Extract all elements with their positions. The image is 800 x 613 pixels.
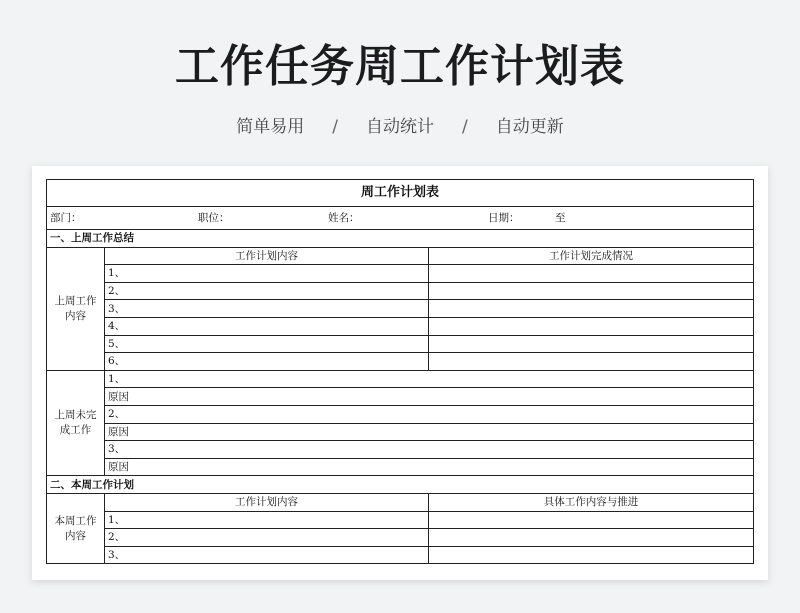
column-header: 具体工作内容与推进 [429,493,754,511]
section-heading: 二、本周工作计划 [47,476,754,494]
feature-tagline [0,112,800,137]
row-number: 3、 [105,546,429,564]
unfinished-reason: 原因 [105,423,754,441]
table-row [47,546,754,564]
table-row [47,317,754,335]
separator: / [462,117,468,137]
unfinished-reason: 原因 [105,388,754,406]
table-row [47,441,754,459]
table-row [47,353,754,371]
table-row [47,230,754,248]
feature-auto-stats: 自动统计 [366,117,434,137]
row-number: 4、 [105,317,429,335]
feature-auto-update: 自动更新 [495,117,564,137]
department-label: 部门： [50,212,82,224]
table-row [47,207,754,230]
form-title: 周工作计划表 [47,180,754,207]
table-row [47,335,754,353]
unfinished-item: 2、 [105,405,754,423]
row-number: 1、 [105,265,429,283]
status-cell[interactable] [429,353,754,371]
progress-cell[interactable] [429,529,754,547]
name-label: 姓名： [328,212,360,224]
table-row [47,511,754,529]
row-number: 2、 [105,529,429,547]
table-row [47,180,754,207]
table-row [47,370,754,388]
progress-cell[interactable] [429,511,754,529]
column-header: 工作计划内容 [105,493,429,511]
status-cell[interactable] [429,282,754,300]
separator: / [332,117,338,137]
unfinished-reason: 原因 [105,458,754,476]
row-number: 5、 [105,335,429,353]
status-cell[interactable] [429,335,754,353]
side-label: 上周未完成工作 [47,370,105,476]
status-cell[interactable] [429,317,754,335]
table-row [47,476,754,494]
table-row [47,405,754,423]
status-cell[interactable] [429,300,754,318]
table-row [47,265,754,283]
table-row [47,388,754,406]
date-label: 日期： [488,212,520,224]
table-row [47,458,754,476]
status-cell[interactable] [429,265,754,283]
weekly-plan-table [46,179,754,564]
row-number: 1、 [105,511,429,529]
section-heading: 一、上周工作总结 [47,230,754,248]
feature-easy: 简单易用 [236,117,305,137]
column-header: 工作计划完成情况 [429,247,754,265]
unfinished-item: 3、 [105,441,754,459]
row-number: 3、 [105,300,429,318]
table-row [47,300,754,318]
table-row [47,493,754,511]
page-title: 工作任务周工作计划表 [175,41,625,92]
table-row [47,423,754,441]
unfinished-item: 1、 [105,370,754,388]
table-row [47,247,754,265]
column-header: 工作计划内容 [105,247,429,265]
row-number: 2、 [105,282,429,300]
progress-cell[interactable] [429,546,754,564]
position-label: 职位： [198,212,230,224]
table-row [47,282,754,300]
spreadsheet-preview [32,166,768,580]
row-number: 6、 [105,353,429,371]
info-row [47,207,754,230]
side-label: 本周工作内容 [47,493,105,563]
date-to-label: 至 [555,212,566,224]
side-label: 上周工作内容 [47,247,105,370]
table-row [47,529,754,547]
